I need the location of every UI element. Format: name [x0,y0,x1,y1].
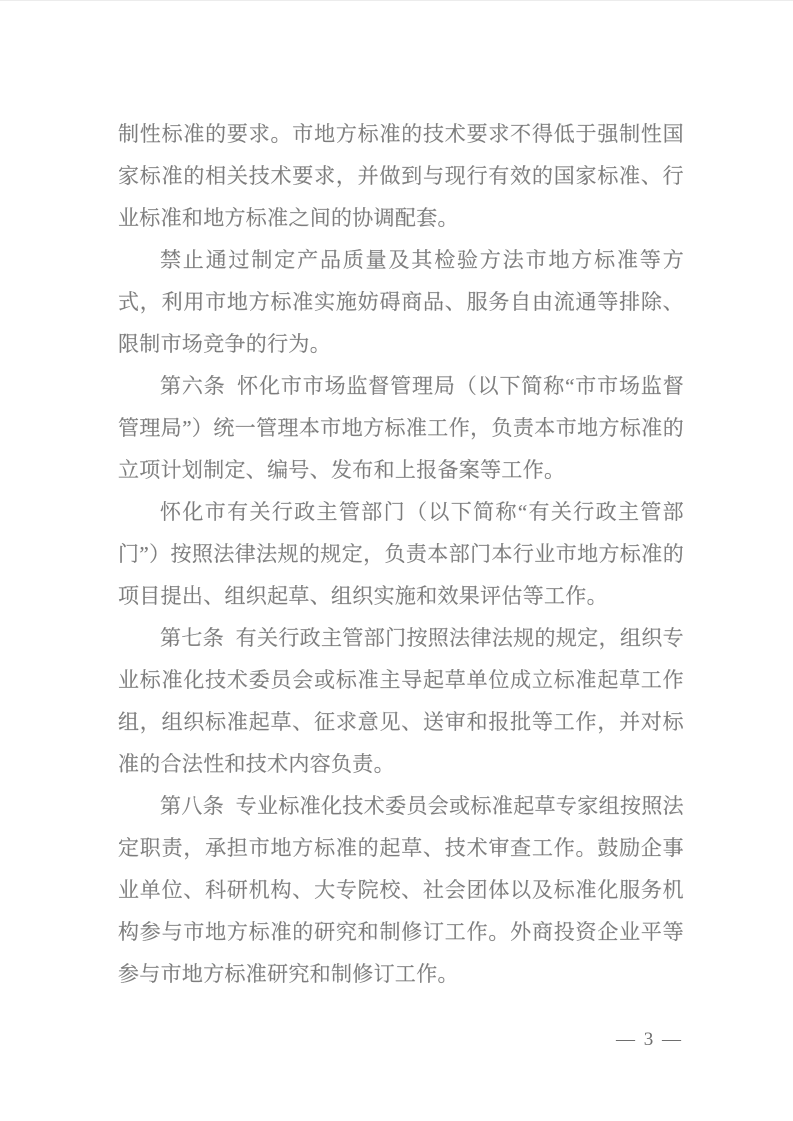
article-number: 第六条 [160,374,226,398]
paragraph: 制性标准的要求。市地方标准的技术要求不得低于强制性国家标准的相关技术要求，并做到与现行有效的国家标准、行业标准和地方标准之间的协调配套。 [118,122,684,230]
paragraph: 第七条 有关行政主管部门按照法律法规的规定，组织专业标准化技术委员会或标准主导起草单位成立标准起草工作组，组织标准起草、征求意见、送审和报批等工作，并对标准的合法性和技术内容负责。 [118,626,684,776]
article-number: 第七条 [160,626,225,650]
paragraph: 第六条 怀化市市场监督管理局（以下简称“市市场监督管理局”）统一管理本市地方标准工作，负责本市地方标准的立项计划制定、编号、发布和上报备案等工作。 [118,374,684,482]
paragraph: 第八条 专业标准化技术委员会或标准起草专家组按照法定职责，承担市地方标准的起草、技术审查工作。鼓励企事业单位、科研机构、大专院校、社会团体以及标准化服务机构参与市地方标准的研究和制修订工作。外商投资企业平等参与市地方标准研究和制修订工作。 [118,794,684,986]
article-number: 第八条 [160,794,225,818]
paragraph: 禁止通过制定产品质量及其检验方法市地方标准等方式，利用市地方标准实施妨碍商品、服务自由流通等排除、限制市场竞争的行为。 [118,248,684,356]
document-body [118,113,684,995]
page-number: — 3 — [616,1029,683,1050]
paragraph: 怀化市有关行政主管部门（以下简称“有关行政主管部门”）按照法律法规的规定，负责本部门本行业市地方标准的项目提出、组织起草、组织实施和效果评估等工作。 [118,500,684,608]
